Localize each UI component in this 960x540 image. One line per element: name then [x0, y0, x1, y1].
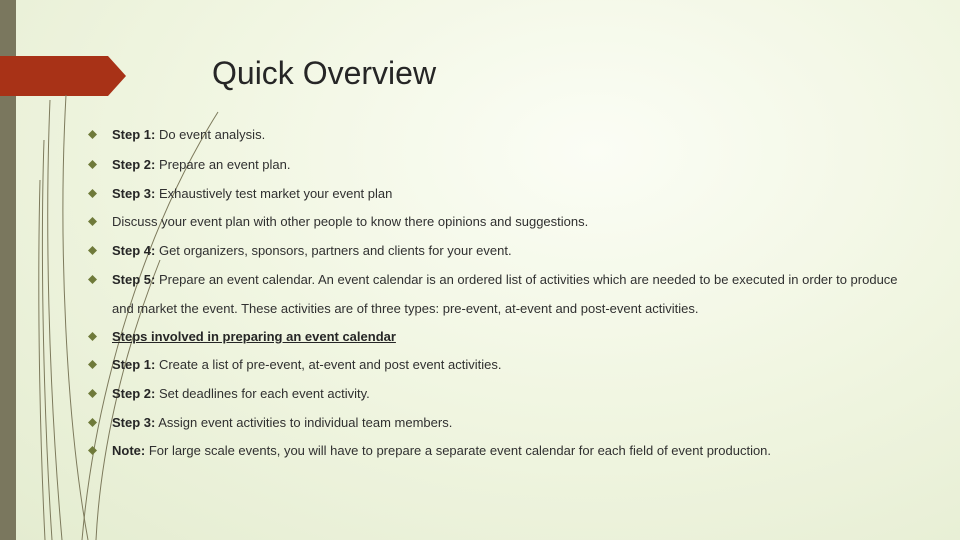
- bullet-item: [88, 380, 918, 409]
- step-label: Step 5:: [112, 272, 156, 287]
- step-label: Step 1:: [112, 127, 156, 142]
- step-label: Step 4:: [112, 243, 156, 258]
- step-text: Discuss your event plan with other people to know there opinions and suggestions.: [112, 214, 589, 229]
- step-text: Prepare an event plan.: [155, 157, 291, 172]
- section-heading: Steps involved in preparing an event calendar: [112, 329, 396, 344]
- step-text: Create a list of pre-event, at-event and post event activities.: [155, 357, 502, 372]
- diamond-bullet-icon: [88, 189, 97, 198]
- bullet-item: [88, 437, 918, 466]
- diamond-bullet-icon: [88, 217, 97, 226]
- diamond-bullet-icon: [88, 332, 97, 341]
- diamond-bullet-icon: [88, 246, 97, 255]
- step-label: Note:: [112, 443, 146, 458]
- bullet-item: [88, 237, 918, 266]
- step-label: Step 3:: [112, 415, 156, 430]
- step-label: Step 2:: [112, 157, 156, 172]
- step-label: Step 2:: [112, 386, 156, 401]
- diamond-bullet-icon: [88, 275, 97, 284]
- bullet-item: [88, 208, 918, 237]
- diamond-bullet-icon: [88, 130, 97, 139]
- diamond-bullet-icon: [88, 389, 97, 398]
- diamond-bullet-icon: [88, 160, 97, 169]
- bullet-item: [88, 266, 918, 323]
- slide-title: Quick Overview: [212, 55, 437, 91]
- step-label: Step 1:: [112, 357, 156, 372]
- diamond-bullet-icon: [88, 418, 97, 427]
- bullet-item: [88, 121, 918, 150]
- bullet-item: [88, 409, 918, 438]
- step-text: Assign event activities to individual team members.: [155, 415, 453, 430]
- step-text: Exhaustively test market your event plan: [155, 186, 393, 201]
- step-text: Set deadlines for each event activity.: [155, 386, 370, 401]
- bullet-item: [88, 180, 918, 209]
- diamond-bullet-icon: [88, 360, 97, 369]
- bullet-item: [88, 151, 918, 180]
- bullet-item: [88, 351, 918, 380]
- step-text: Get organizers, sponsors, partners and clients for your event.: [155, 243, 512, 258]
- step-text: Do event analysis.: [155, 127, 266, 142]
- step-text: For large scale events, you will have to prepare a separate event calendar for each field of event production.: [145, 443, 772, 458]
- bullet-item: [88, 323, 918, 352]
- diamond-bullet-icon: [88, 446, 97, 455]
- step-text: Prepare an event calendar. An event calendar is an ordered list of activities which are needed to be executed in order to produce and market the event. These activities are of three types: pre-event, at-event and post-event activities.: [112, 272, 898, 316]
- step-label: Step 3:: [112, 186, 156, 201]
